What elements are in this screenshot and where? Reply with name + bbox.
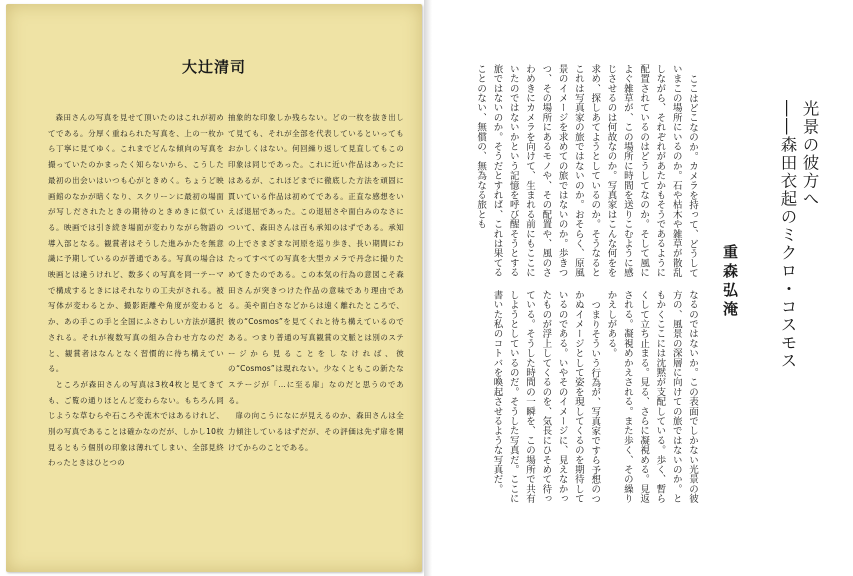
essay-lower-paragraph-1: なるのではないか。この表面でしかない光景の彼方の、風景の深層に向けての旅ではないのか。ともかくここには沈黙が支配している。歩く、暫らくして立ち止まる。見る、さらに凝視める。見返される。凝視めかえされる。また歩く、その繰りかえしがある。 bbox=[605, 290, 698, 504]
left-col1-paragraph-1: 森田さんの写真を見せて頂いたのはこれが初めてである。分厚く重ねられた写真を、上の一枚から丁寧に見てゆく。これまでどんな傾向の写真を撮っていたのかまったく知らないから、こうした最初の出会いはいつも心がときめく。ちょうど映画館のなかが暗くなり、スクリーンに最初の場面が写しだされたときの期待のときめきに似ている。映画では引き続き場面が変わりながら物語の導入部となる。観賞者はそうした進みかたを無意識に予期しているのが普通である。写真の場合は映画とは違うけれど、数多くの写真を同一テーマで構成するときにはそれなりの工夫がされる。被写体が変わるとか、撮影距離や角度が変わるとか、あの手この手と全国にふさわしい方法が選択される。それが複数写真の組み合わせ方なのだと、観賞者はなんとなく習慣的に待ち構えている。 bbox=[48, 113, 224, 374]
title-line-1: 光景の彼方へ bbox=[800, 100, 819, 208]
title-line-2: ――森田衣起のミクロ・コスモス bbox=[778, 100, 797, 370]
essay-lower-block bbox=[474, 290, 700, 506]
left-col2-paragraph-2: 扉の向こうになにが見えるのか、森田さんは全力傾注しているはずだが、その評価は先ず扉を開けてからのことである。 bbox=[228, 411, 404, 452]
left-page-title: 大辻清司 bbox=[181, 58, 246, 76]
left-col2-paragraph-1: 抽象的な印象しか残らない。どの一枚を抜き出して見ても、それが全部を代表しているといってもおかしくはない。何回繰り返して見直してもこの印象は同じであった。これに近い作品はあったにはあるが、これほどまでに徹底した方法を頑固に貫いている作品は初めてである。正直な感想をいえば退屈であった。この退屈さや面白みのなさについて、森田さんは百も承知のはずである。承知の上でさまざまな河原を巡り歩き、長い期間にわたってすべての写真を大型カメラで丹念に撮りためてきたのである。この本気の行為の意図こそ森田さんが突きつけた作品の意味であり理由である。美や面白さなどからは遠く離れたところで、彼の“Cosmos”を見てくれと待ち構えているのである。つまり普通の写真観賞の文脈とは別のステージから見ることをしなければ、彼の“Cosmos”は現れない。少なくともこの新たなステージが「…に至る扉」なのだと思うのである。 bbox=[228, 113, 404, 405]
left-column-1 bbox=[48, 110, 224, 471]
essay-lower-paragraph-2: つまりそういう行為が、写真家ですら予想のつかぬイメージとして姿を現してくるのを期待しているのである。いやそのイメージに、見えなかったものが浮上してくるのを、気長にひそめて待っている。そうした時間の一瞬を、この場所で共有しようとしているのだ。そうした写真だ。ここに書いた私のコトバを喚起させるような写真だ。 bbox=[491, 290, 601, 504]
left-page bbox=[6, 4, 422, 572]
left-col1-paragraph-2: ところが森田さんの写真は3枚4枚と見てきても、ご覧の通りほとんど変わらない。もちろん同じような草むらや石ころや流木ではあるけれど、別の写真であることは確かなのだが、しかし10枚見るともう個別の印象は薄れてしまい、全部見終わったときはひとつの bbox=[48, 379, 224, 468]
author-name: 重森弘淹 bbox=[721, 244, 739, 320]
page-gutter bbox=[424, 0, 432, 576]
essay-upper-block bbox=[472, 64, 700, 280]
left-column-2 bbox=[228, 110, 404, 455]
essay-upper-paragraph: ここはどこなのか。カメラを持って、どうしていまこの場所にいるのか。石や枯木や雑草が散乱しながら、それぞれがあたかもそうであるように配置されているのはどうしてなのか。そして風によぐ雑草が、この場所に時間を送りこむように感じさせるのは何故なのか。写真家はこんな何をを求め、探しあてようとしているのか。そうなるとこれは写真家の旅ではないのか。おそらく、原風景のイメージを求めての旅ではないのか。歩きつつ、その場所にあるモノや、その配置や、風のさわめきにカメラを向けて、生まれる前にもここにいたのではないかという記憶を呼び醒そうとする旅ではないのか。そうだとすれば、これは果てることのない、無償の、無為なる旅とも bbox=[475, 64, 698, 278]
right-page-title bbox=[776, 100, 820, 520]
